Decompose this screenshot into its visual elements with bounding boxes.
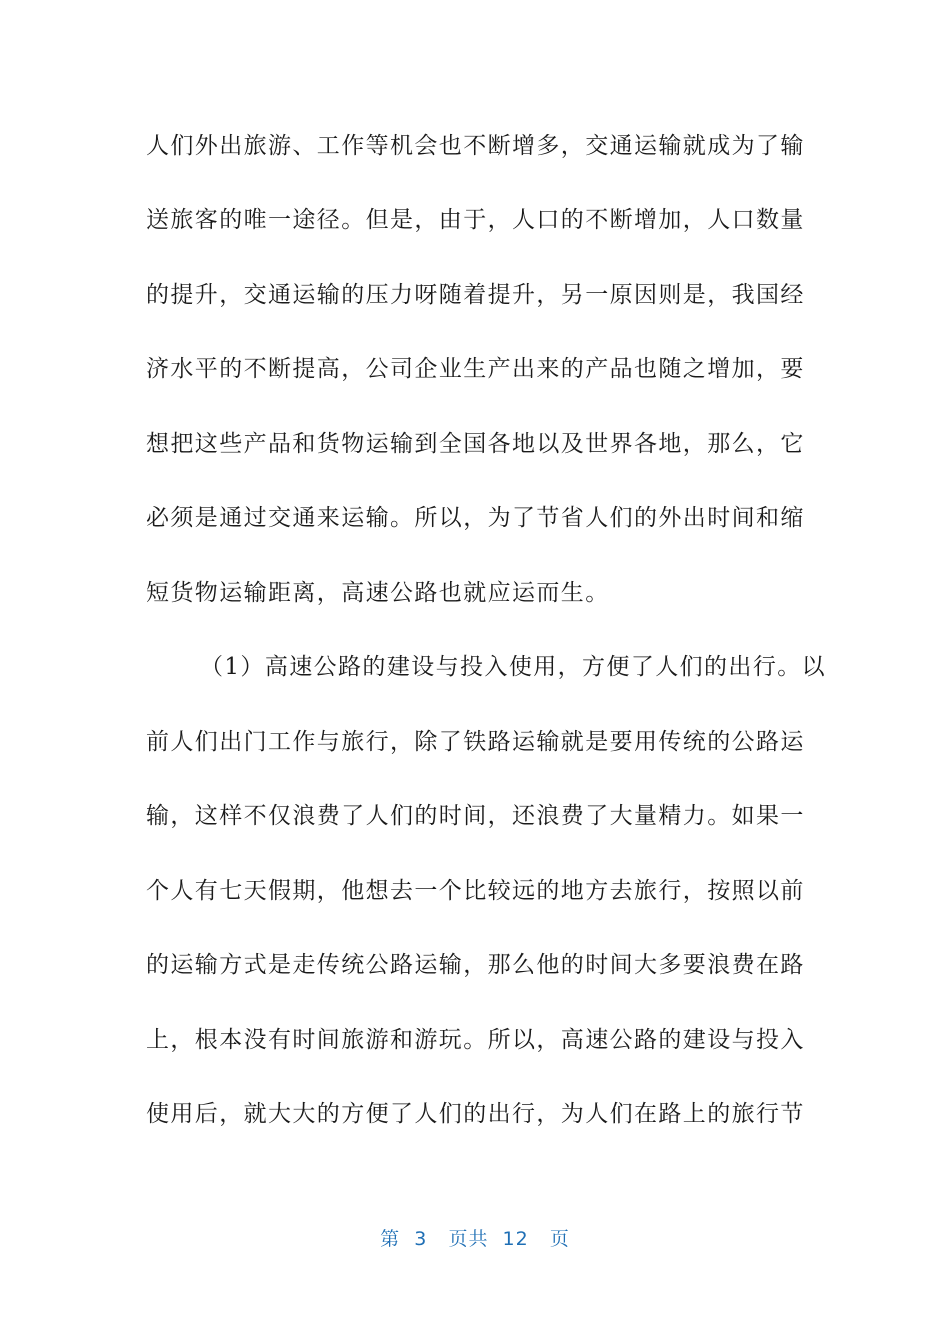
paragraph-line: 短货物运输距离，高速公路也就应运而生。 <box>146 580 610 606</box>
paragraph-line: （1）高速公路的建设与投入使用，方便了人们的出行。以 <box>200 654 827 680</box>
paragraph-line: 上，根本没有时间旅游和游玩。所以，高速公路的建设与投入 <box>146 1027 805 1053</box>
paragraph-line: 人们外出旅游、工作等机会也不断增多，交通运输就成为了输 <box>146 133 805 159</box>
paragraph-line: 的运输方式是走传统公路运输，那么他的时间大多要浪费在路 <box>146 952 805 978</box>
paragraph-line: 送旅客的唯一途径。但是，由于，人口的不断增加，人口数量 <box>146 207 805 233</box>
paragraph-line: 济水平的不断提高，公司企业生产出来的产品也随之增加，要 <box>146 356 805 382</box>
paragraph-line: 个人有七天假期，他想去一个比较远的地方去旅行，按照以前 <box>146 878 805 904</box>
paragraph-line: 输，这样不仅浪费了人们的时间，还浪费了大量精力。如果一 <box>146 803 805 829</box>
paragraph-line: 必须是通过交通来运输。所以，为了节省人们的外出时间和缩 <box>146 505 805 531</box>
paragraph-line: 想把这些产品和货物运输到全国各地以及世界各地，那么，它 <box>146 431 805 457</box>
paragraph-line: 使用后，就大大的方便了人们的出行，为人们在路上的旅行节 <box>146 1101 805 1127</box>
paragraph-line: 的提升，交通运输的压力呀随着提升，另一原因则是，我国经 <box>146 282 805 308</box>
paragraph-line: 前人们出门工作与旅行，除了铁路运输就是要用传统的公路运 <box>146 729 805 755</box>
page-number-footer: 第 3 页共 12 页 <box>380 1228 570 1250</box>
